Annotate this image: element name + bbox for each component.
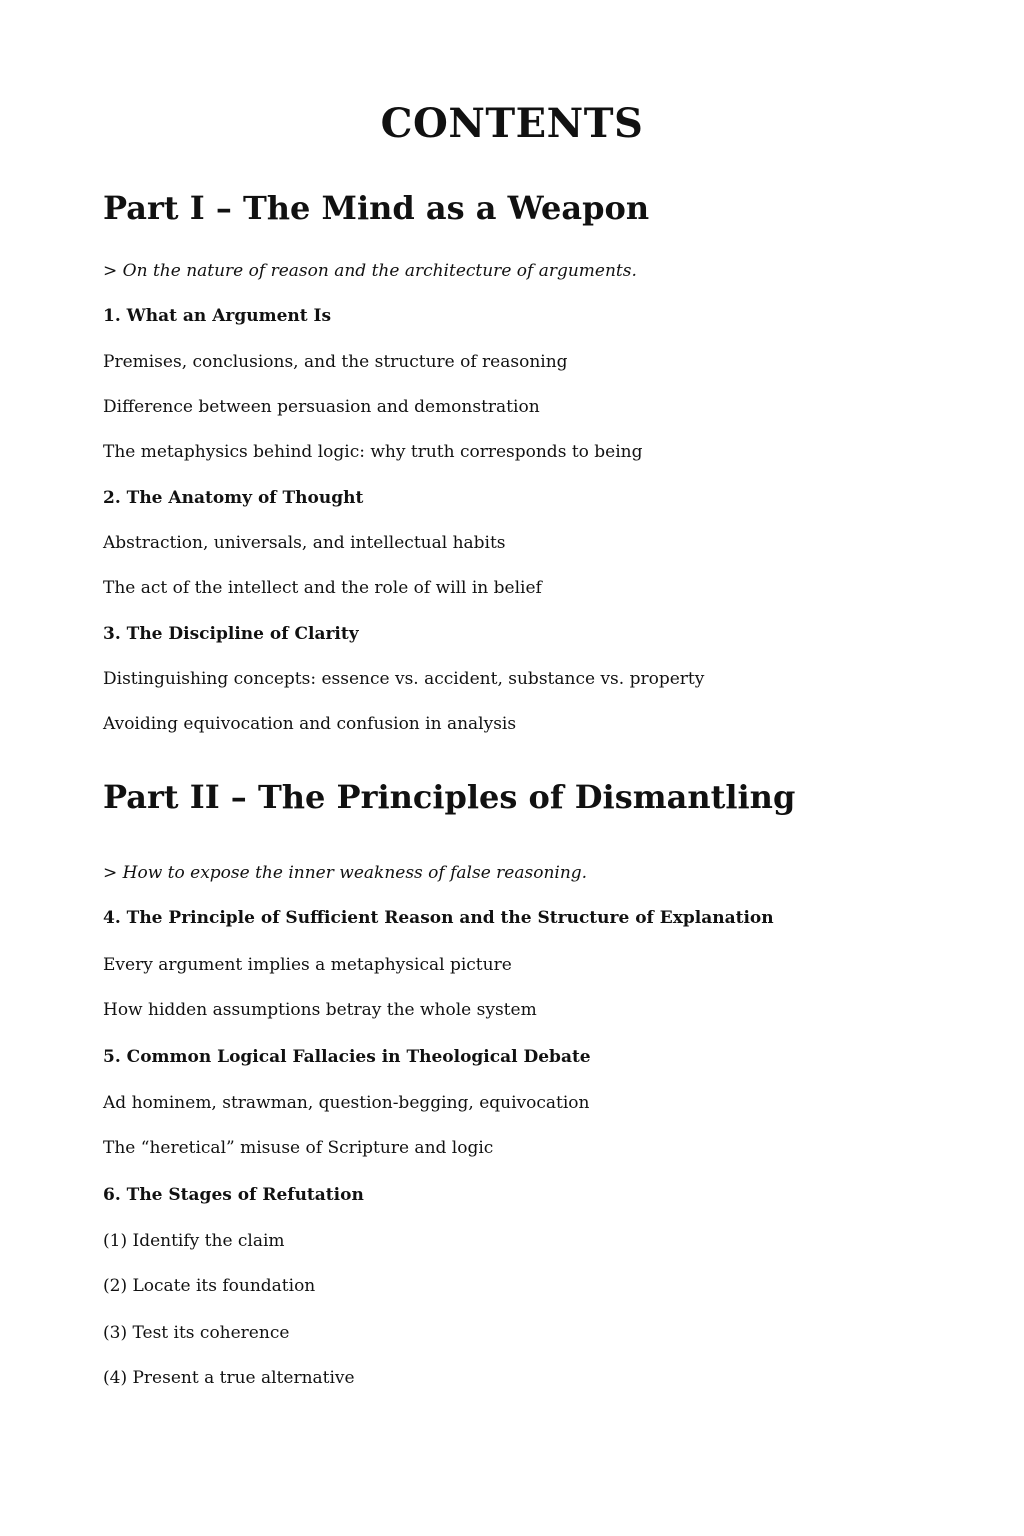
chapter-item: The act of the intellect and the role of will in belief (103, 578, 542, 598)
page-title: CONTENTS (380, 100, 644, 147)
part-intro (103, 861, 587, 885)
part-heading: Part II – The Principles of Dismantling (103, 778, 796, 816)
chapter-title: 4. The Principle of Sufficient Reason and the Structure of Explanation (103, 908, 774, 928)
part-heading: Part I – The Mind as a Weapon (103, 189, 650, 227)
intro-marker: > (103, 863, 118, 883)
chapter-title: 3. The Discipline of Clarity (103, 624, 359, 644)
chapter-item: (3) Test its coherence (103, 1323, 290, 1343)
part-intro (103, 259, 637, 283)
intro-text: How to expose the inner weakness of false reasoning. (122, 863, 588, 883)
chapter-item: Difference between persuasion and demonstration (103, 397, 540, 417)
chapter-item: How hidden assumptions betray the whole system (103, 1000, 537, 1020)
chapter-item: Avoiding equivocation and confusion in analysis (103, 714, 517, 734)
chapter-item: Every argument implies a metaphysical picture (103, 955, 512, 975)
chapter-title: 5. Common Logical Fallacies in Theological Debate (103, 1047, 591, 1067)
intro-marker: > (103, 261, 118, 281)
chapter-title: 2. The Anatomy of Thought (103, 488, 364, 508)
chapter-title: 1. What an Argument Is (103, 306, 332, 326)
chapter-item: (4) Present a true alternative (103, 1368, 355, 1388)
chapter-item: (1) Identify the claim (103, 1231, 285, 1251)
intro-text: On the nature of reason and the architecture of arguments. (122, 261, 637, 281)
chapter-item: The “heretical” misuse of Scripture and logic (103, 1138, 494, 1158)
chapter-item: The metaphysics behind logic: why truth corresponds to being (103, 442, 643, 462)
chapter-item: Abstraction, universals, and intellectual habits (103, 533, 506, 553)
chapter-item: Ad hominem, strawman, question-begging, equivocation (103, 1093, 590, 1113)
chapter-item: Distinguishing concepts: essence vs. accident, substance vs. property (103, 669, 705, 689)
chapter-title: 6. The Stages of Refutation (103, 1185, 364, 1205)
chapter-item: (2) Locate its foundation (103, 1276, 316, 1296)
chapter-item: Premises, conclusions, and the structure of reasoning (103, 352, 568, 372)
